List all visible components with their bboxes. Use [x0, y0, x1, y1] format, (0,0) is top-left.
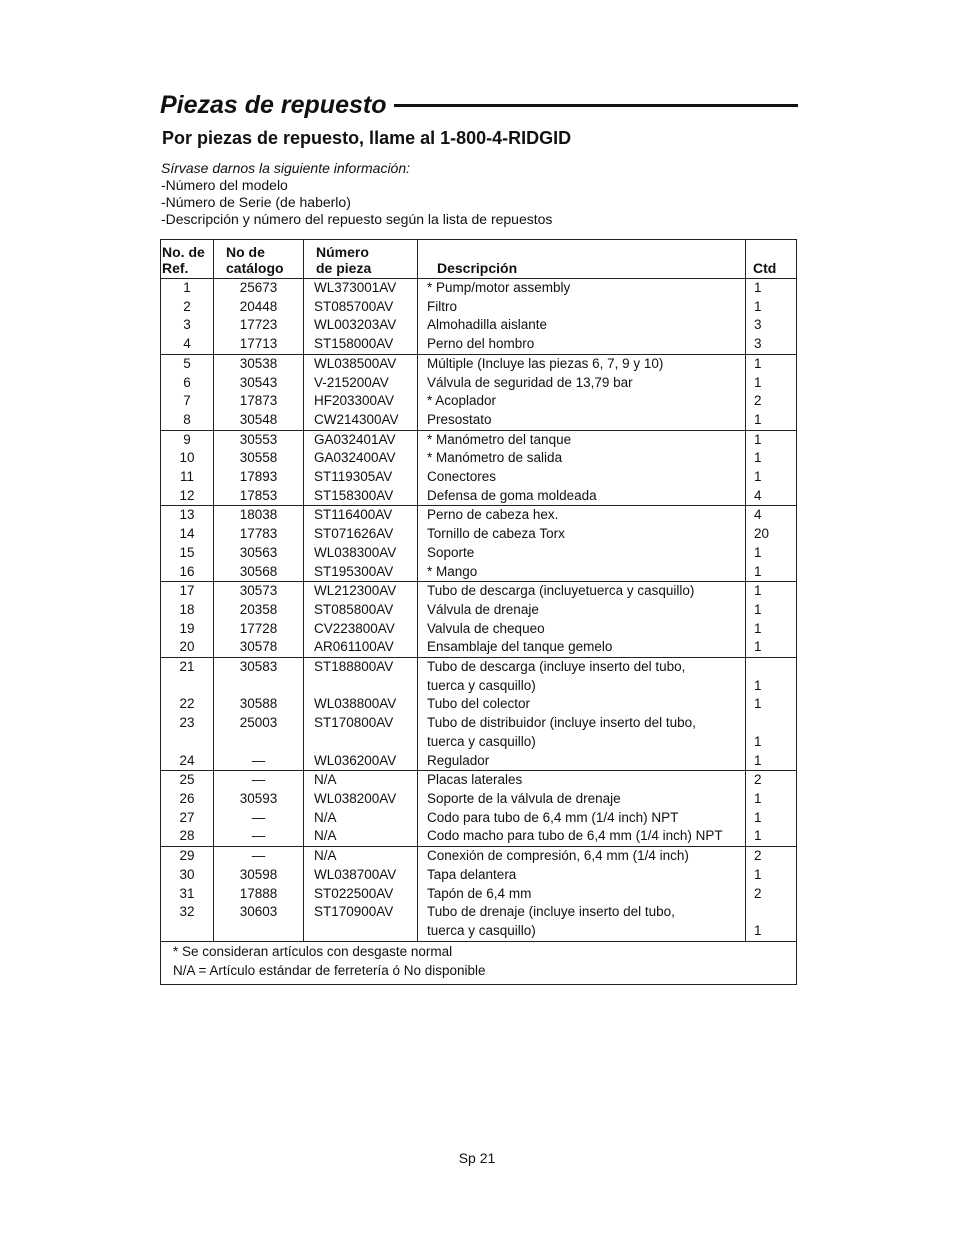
part-number-cell: N/A: [304, 809, 418, 828]
description-cell: Válvula de seguridad de 13,79 bar: [418, 374, 746, 393]
description-cell: Codo para tubo de 6,4 mm (1/4 inch) NPT: [418, 809, 746, 828]
ref-cell: 29: [161, 847, 214, 866]
ref-cell: 16: [161, 563, 214, 582]
catalog-cell: 30593: [214, 790, 304, 809]
description-cell: Tubo de descarga (incluye inserto del tubo,: [418, 658, 746, 677]
qty-cell: 20: [754, 526, 770, 542]
ref-cell: 23: [161, 714, 214, 733]
part-number-cell: N/A: [304, 847, 418, 866]
qty-cell: 2: [754, 885, 762, 901]
info-item: -Número de Serie (de haberlo): [161, 194, 351, 210]
table-row: [161, 733, 797, 752]
ref-cell: 18: [161, 601, 214, 620]
part-number-cell: WL212300AV: [304, 582, 418, 601]
description-cell: Válvula de drenaje: [418, 601, 746, 620]
description-cell: Presostato: [418, 411, 746, 430]
table-row: [161, 714, 797, 733]
part-number-cell: WL036200AV: [304, 752, 418, 771]
parts-table: [160, 239, 797, 985]
description-cell: * Pump/motor assembly: [418, 279, 746, 298]
col-header-ref-line1: No. de: [162, 244, 205, 260]
info-item: -Número del modelo: [161, 177, 288, 193]
description-cell: Tubo de drenaje (incluye inserto del tubo,: [418, 903, 746, 922]
ref-cell: 32: [161, 903, 214, 922]
table-row: [161, 809, 797, 828]
qty-cell: 1: [754, 583, 762, 599]
ref-cell: 8: [161, 411, 214, 430]
description-cell: Perno del hombro: [418, 335, 746, 354]
table-row: [161, 506, 797, 525]
table-row: [161, 827, 797, 846]
catalog-cell: 17873: [214, 392, 304, 411]
catalog-cell: [214, 677, 304, 696]
table-row: [161, 563, 797, 582]
qty-cell: 1: [754, 355, 762, 371]
qty-cell: 1: [746, 752, 797, 771]
qty-cell: 1: [746, 638, 797, 657]
catalog-cell: —: [214, 809, 304, 828]
ref-cell: 2: [161, 298, 214, 317]
description-cell: Tubo de distribuidor (incluye inserto del tubo,: [418, 714, 746, 733]
part-number-cell: N/A: [304, 827, 418, 846]
table-row: [161, 620, 797, 639]
ref-cell: 19: [161, 620, 214, 639]
catalog-cell: 17853: [214, 487, 304, 506]
description-cell: tuerca y casquillo): [418, 733, 746, 752]
ref-cell: 27: [161, 809, 214, 828]
table-row: [161, 885, 797, 904]
ref-cell: 7: [161, 392, 214, 411]
description-cell: Codo macho para tubo de 6,4 mm (1/4 inch) NPT: [418, 827, 746, 846]
ref-cell: 17: [161, 582, 214, 601]
description-cell: Tapa delantera: [418, 866, 746, 885]
qty-cell: 1: [754, 677, 762, 693]
col-header-catalog-line1: No de: [226, 244, 265, 260]
qty-cell: 2: [754, 848, 762, 864]
description-cell: Soporte: [418, 544, 746, 563]
ref-cell: 21: [161, 658, 214, 677]
ref-cell: 24: [161, 752, 214, 771]
description-cell: Soporte de la válvula de drenaje: [418, 790, 746, 809]
table-row: [161, 468, 797, 487]
table-row: [161, 866, 797, 885]
qty-cell: 1: [746, 411, 797, 430]
qty-cell: 1: [746, 922, 797, 941]
ref-cell: 3: [161, 316, 214, 335]
description-cell: Tubo del colector: [418, 695, 746, 714]
ref-cell: [161, 733, 214, 752]
description-cell: Tornillo de cabeza Torx: [418, 525, 746, 544]
table-row: [161, 298, 797, 317]
catalog-cell: 30543: [214, 374, 304, 393]
page-title: Piezas de repuesto: [160, 88, 392, 122]
catalog-cell: 30573: [214, 582, 304, 601]
ref-cell: 10: [161, 449, 214, 468]
catalog-cell: 30578: [214, 638, 304, 657]
table-row: [161, 695, 797, 714]
table-row: [161, 752, 797, 771]
catalog-cell: 30568: [214, 563, 304, 582]
col-header-catalog: [214, 240, 304, 279]
description-cell: Defensa de goma moldeada: [418, 487, 746, 506]
catalog-cell: 30558: [214, 449, 304, 468]
col-header-catalog-line2: catálogo: [226, 260, 284, 276]
title-rule: [394, 104, 798, 107]
page-subtitle: Por piezas de repuesto, llame al 1-800-4-RIDGID: [162, 128, 572, 148]
part-number-cell: AR061100AV: [304, 638, 418, 657]
description-cell: tuerca y casquillo): [418, 922, 746, 941]
qty-cell: 1: [754, 620, 762, 636]
description-cell: * Mango: [418, 563, 746, 582]
part-number-cell: N/A: [304, 771, 418, 790]
catalog-cell: 25003: [214, 714, 304, 733]
note-na: N/A = Artículo estándar de ferretería ó No disponible: [173, 962, 486, 978]
table-row: [161, 335, 797, 354]
qty-cell: 1: [754, 790, 762, 806]
description-cell: Regulador: [418, 752, 746, 771]
description-cell: tuerca y casquillo): [418, 677, 746, 696]
note-wear: * Se consideran artículos con desgaste normal: [173, 943, 453, 959]
ref-cell: 12: [161, 487, 214, 506]
qty-cell: 2: [754, 393, 762, 409]
catalog-cell: 30598: [214, 866, 304, 885]
qty-cell: 1: [746, 827, 797, 846]
description-cell: Ensamblaje del tanque gemelo: [418, 638, 746, 657]
description-cell: Almohadilla aislante: [418, 316, 746, 335]
table-row: [161, 411, 797, 430]
qty-cell: 1: [754, 696, 762, 712]
col-header-part-line1: Número: [316, 244, 369, 260]
part-number-cell: [304, 677, 418, 696]
table-row: [161, 449, 797, 468]
ref-cell: 15: [161, 544, 214, 563]
description-cell: * Manómetro del tanque: [418, 430, 746, 449]
qty-cell: 1: [754, 544, 762, 560]
info-block: [161, 160, 552, 228]
part-number-cell: HF203300AV: [304, 392, 418, 411]
catalog-cell: 30563: [214, 544, 304, 563]
qty-cell: 1: [754, 450, 762, 466]
ref-cell: [161, 677, 214, 696]
catalog-cell: —: [214, 827, 304, 846]
qty-cell: 3: [754, 317, 762, 333]
catalog-cell: 30583: [214, 658, 304, 677]
table-row: [161, 316, 797, 335]
part-number-cell: ST085700AV: [304, 298, 418, 317]
ref-cell: 25: [161, 771, 214, 790]
qty-cell: 1: [754, 809, 762, 825]
ref-cell: 20: [161, 638, 214, 657]
qty-cell: 1: [754, 374, 762, 390]
catalog-cell: 17893: [214, 468, 304, 487]
qty-cell: [746, 714, 797, 733]
part-number-cell: ST119305AV: [304, 468, 418, 487]
description-cell: Conectores: [418, 468, 746, 487]
info-lead: Sírvase darnos la siguiente información:: [161, 160, 411, 176]
part-number-cell: [304, 733, 418, 752]
qty-cell: 1: [754, 866, 762, 882]
table-row: [161, 847, 797, 866]
catalog-cell: 20448: [214, 298, 304, 317]
part-number-cell: WL003203AV: [304, 316, 418, 335]
col-header-part: [304, 240, 418, 279]
catalog-cell: 17723: [214, 316, 304, 335]
part-number-cell: WL373001AV: [304, 279, 418, 298]
ref-cell: 6: [161, 374, 214, 393]
qty-cell: 2: [754, 772, 762, 788]
table-row: [161, 903, 797, 922]
part-number-cell: GA032401AV: [304, 430, 418, 449]
ref-cell: [161, 922, 214, 941]
catalog-cell: 20358: [214, 601, 304, 620]
table-row: [161, 487, 797, 506]
catalog-cell: 30588: [214, 695, 304, 714]
table-row: [161, 771, 797, 790]
part-number-cell: WL038200AV: [304, 790, 418, 809]
ref-cell: 30: [161, 866, 214, 885]
part-number-cell: ST158000AV: [304, 335, 418, 354]
table-row: [161, 582, 797, 601]
table-row: [161, 658, 797, 677]
catalog-cell: 30548: [214, 411, 304, 430]
catalog-cell: —: [214, 847, 304, 866]
col-header-ref-line2: Ref.: [162, 260, 189, 276]
catalog-cell: 17888: [214, 885, 304, 904]
ref-cell: 22: [161, 695, 214, 714]
ref-cell: 26: [161, 790, 214, 809]
catalog-cell: 17728: [214, 620, 304, 639]
description-cell: Perno de cabeza hex.: [418, 506, 746, 525]
table-row: [161, 354, 797, 373]
catalog-cell: 17713: [214, 335, 304, 354]
catalog-cell: 18038: [214, 506, 304, 525]
ref-cell: 14: [161, 525, 214, 544]
qty-cell: 3: [746, 335, 797, 354]
part-number-cell: WL038500AV: [304, 354, 418, 373]
part-number-cell: ST188800AV: [304, 658, 418, 677]
ref-cell: 5: [161, 354, 214, 373]
qty-cell: 1: [754, 431, 762, 447]
catalog-cell: 17783: [214, 525, 304, 544]
catalog-cell: 30553: [214, 430, 304, 449]
qty-cell: 1: [754, 469, 762, 485]
part-number-cell: ST195300AV: [304, 563, 418, 582]
table-row: [161, 544, 797, 563]
qty-cell: 4: [746, 487, 797, 506]
catalog-cell: 25673: [214, 279, 304, 298]
col-header-ref: [161, 240, 214, 279]
part-number-cell: [304, 922, 418, 941]
ref-cell: 1: [161, 279, 214, 298]
col-header-qty: Ctd: [746, 240, 797, 279]
part-number-cell: ST071626AV: [304, 525, 418, 544]
table-row: [161, 430, 797, 449]
table-notes: [161, 941, 797, 984]
ref-cell: 31: [161, 885, 214, 904]
catalog-cell: [214, 922, 304, 941]
table-row: [161, 601, 797, 620]
part-number-cell: WL038800AV: [304, 695, 418, 714]
table-row: [161, 790, 797, 809]
qty-cell: 1: [754, 733, 762, 749]
table-row: [161, 922, 797, 941]
qty-cell: [746, 903, 797, 922]
table-header-row: [161, 240, 797, 279]
part-number-cell: ST170800AV: [304, 714, 418, 733]
description-cell: * Acoplador: [418, 392, 746, 411]
part-number-cell: ST116400AV: [304, 506, 418, 525]
title-bar: [160, 88, 798, 124]
part-number-cell: ST085800AV: [304, 601, 418, 620]
description-cell: Múltiple (Incluye las piezas 6, 7, 9 y 10): [418, 354, 746, 373]
ref-cell: 9: [161, 430, 214, 449]
part-number-cell: ST158300AV: [304, 487, 418, 506]
ref-cell: 11: [161, 468, 214, 487]
table-row: [161, 638, 797, 657]
ref-cell: 13: [161, 506, 214, 525]
qty-cell: [746, 658, 797, 677]
qty-cell: 1: [754, 280, 762, 295]
part-number-cell: CV223800AV: [304, 620, 418, 639]
description-cell: Conexión de compresión, 6,4 mm (1/4 inch): [418, 847, 746, 866]
part-number-cell: GA032400AV: [304, 449, 418, 468]
catalog-cell: —: [214, 771, 304, 790]
qty-cell: 4: [754, 507, 762, 523]
catalog-cell: 30603: [214, 903, 304, 922]
part-number-cell: WL038700AV: [304, 866, 418, 885]
table-row: [161, 525, 797, 544]
qty-cell: 1: [754, 298, 762, 314]
part-number-cell: ST022500AV: [304, 885, 418, 904]
catalog-cell: [214, 733, 304, 752]
qty-cell: 1: [746, 563, 797, 582]
catalog-cell: 30538: [214, 354, 304, 373]
part-number-cell: V-215200AV: [304, 374, 418, 393]
part-number-cell: WL038300AV: [304, 544, 418, 563]
page-number: Sp 21: [458, 1150, 496, 1166]
ref-cell: 28: [161, 827, 214, 846]
description-cell: Tapón de 6,4 mm: [418, 885, 746, 904]
table-row: [161, 677, 797, 696]
description-cell: * Manómetro de salida: [418, 449, 746, 468]
table-row: [161, 279, 797, 298]
part-number-cell: ST170900AV: [304, 903, 418, 922]
col-header-part-line2: de pieza: [316, 260, 372, 276]
description-cell: Placas laterales: [418, 771, 746, 790]
col-header-description: Descripción: [418, 240, 746, 279]
ref-cell: 4: [161, 335, 214, 354]
description-cell: Tubo de descarga (incluyetuerca y casquillo): [418, 582, 746, 601]
table-row: [161, 392, 797, 411]
qty-cell: 1: [754, 601, 762, 617]
info-item: -Descripción y número del repuesto según la lista de repuestos: [161, 211, 553, 227]
description-cell: Filtro: [418, 298, 746, 317]
part-number-cell: CW214300AV: [304, 411, 418, 430]
parts-table-body: [161, 279, 797, 942]
catalog-cell: —: [214, 752, 304, 771]
notes-row: [161, 941, 797, 984]
description-cell: Valvula de chequeo: [418, 620, 746, 639]
table-row: [161, 374, 797, 393]
